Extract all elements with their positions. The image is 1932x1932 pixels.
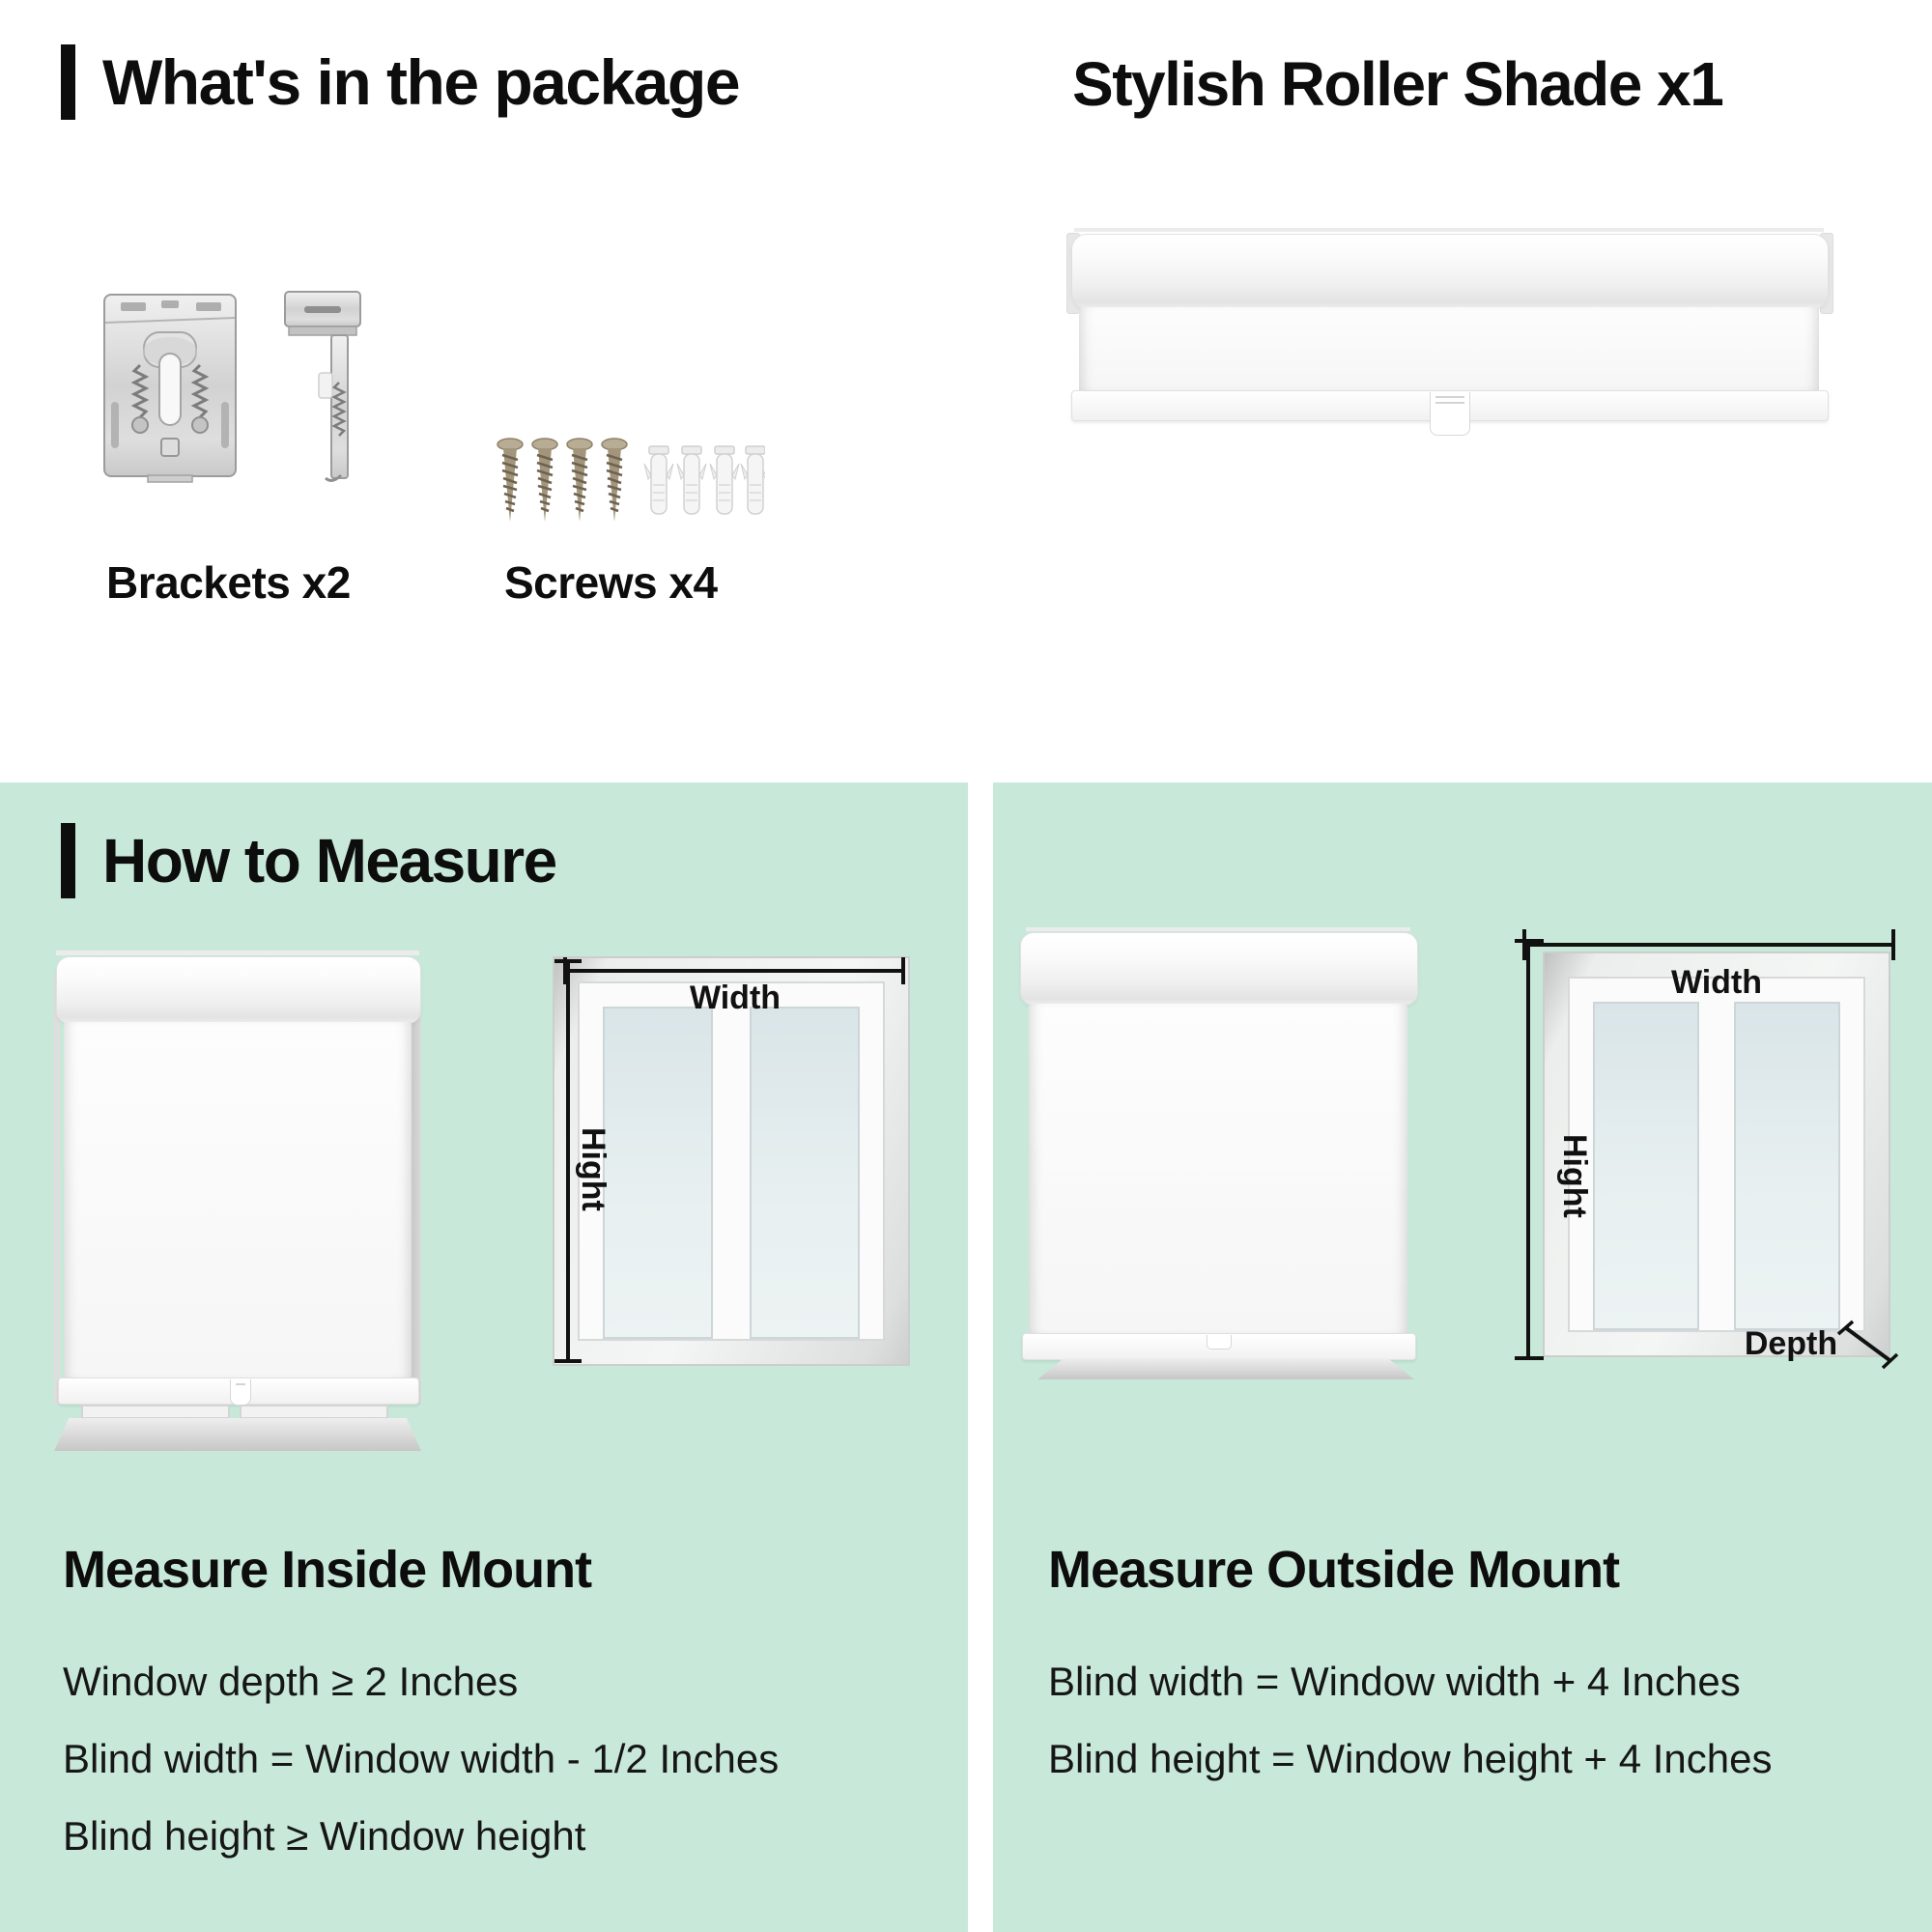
shade-cassette xyxy=(1020,932,1418,1006)
shade-cassette xyxy=(1071,234,1829,309)
window-sill xyxy=(54,1418,421,1451)
inside-height-tick-top xyxy=(554,959,582,963)
bracket-side-icon xyxy=(283,284,362,487)
shade-fabric xyxy=(1079,307,1819,390)
outside-depth-measure-arrow xyxy=(1837,1320,1899,1370)
inside-height-tick-bottom xyxy=(554,1359,582,1363)
outside-height-label: Hight xyxy=(1556,1134,1593,1218)
outside-width-tick-right xyxy=(1891,929,1895,960)
product-roller-shade-illustration xyxy=(1066,228,1832,435)
bracket-front-icon xyxy=(101,288,239,483)
outside-mount-rule-1: Blind width = Window width + 4 Inches xyxy=(1048,1659,1741,1704)
heading-accent-bar xyxy=(61,823,75,898)
outside-mount-window-illustration xyxy=(1543,952,1890,1357)
window-glass-left xyxy=(1593,1002,1699,1330)
screws-illustration xyxy=(495,435,765,531)
shade-pull-tab xyxy=(1430,392,1470,436)
outside-depth-label: Depth xyxy=(1744,1325,1838,1362)
shade-back-rail xyxy=(1026,927,1410,931)
inside-mount-heading: Measure Inside Mount xyxy=(63,1541,592,1599)
outside-mount-heading: Measure Outside Mount xyxy=(1048,1541,1620,1599)
outside-height-measure-line xyxy=(1526,941,1530,1360)
inside-height-label: Hight xyxy=(575,1126,611,1211)
outside-mount-rule-2: Blind height = Window height + 4 Inches xyxy=(1048,1736,1773,1781)
product-heading-text: Stylish Roller Shade x1 xyxy=(1072,49,1723,119)
screws-and-anchors-icon xyxy=(495,435,765,531)
inside-mount-rule-1: Window depth ≥ 2 Inches xyxy=(63,1659,519,1704)
package-section-heading-text: What's in the package xyxy=(102,46,740,118)
inside-height-measure-line xyxy=(566,961,570,1363)
window-sash-slot xyxy=(240,1405,388,1419)
measure-section-heading-text: How to Measure xyxy=(102,826,556,895)
shade-pull-tab xyxy=(1207,1335,1232,1350)
brackets-illustration xyxy=(101,284,362,489)
window-frame-left-edge xyxy=(54,974,60,1405)
outside-mount-shade-illustration xyxy=(1020,927,1416,1379)
package-section-heading xyxy=(61,44,739,120)
inside-width-label: Width xyxy=(689,980,781,1016)
window-glass-left xyxy=(603,1007,713,1339)
inside-width-measure-line xyxy=(565,969,905,973)
window-sill xyxy=(1037,1358,1414,1379)
brackets-label: Brackets x2 xyxy=(106,557,351,608)
window-glass-right xyxy=(750,1007,860,1339)
window-glass-right xyxy=(1734,1002,1840,1330)
inside-mount-rule-3: Blind height ≥ Window height xyxy=(63,1813,586,1859)
shade-back-rail xyxy=(56,951,419,955)
window-sash-slot xyxy=(81,1405,230,1419)
shade-pull-tab xyxy=(230,1379,251,1406)
shade-fabric xyxy=(1029,1004,1407,1333)
screws-label: Screws x4 xyxy=(504,557,718,608)
shade-back-rail xyxy=(1074,228,1824,232)
shade-cassette xyxy=(56,956,421,1024)
heading-accent-bar xyxy=(61,44,75,120)
measure-section-heading xyxy=(61,823,556,898)
shade-fabric xyxy=(64,1022,412,1378)
product-heading xyxy=(1072,48,1722,120)
inside-mount-rule-2: Blind width = Window width - 1/2 Inches xyxy=(63,1736,780,1781)
outside-width-measure-line xyxy=(1524,943,1895,947)
outside-height-tick-top xyxy=(1515,939,1544,943)
outside-width-label: Width xyxy=(1670,964,1763,1001)
inside-mount-shade-illustration xyxy=(54,951,421,1451)
outside-height-tick-bottom xyxy=(1515,1356,1544,1360)
